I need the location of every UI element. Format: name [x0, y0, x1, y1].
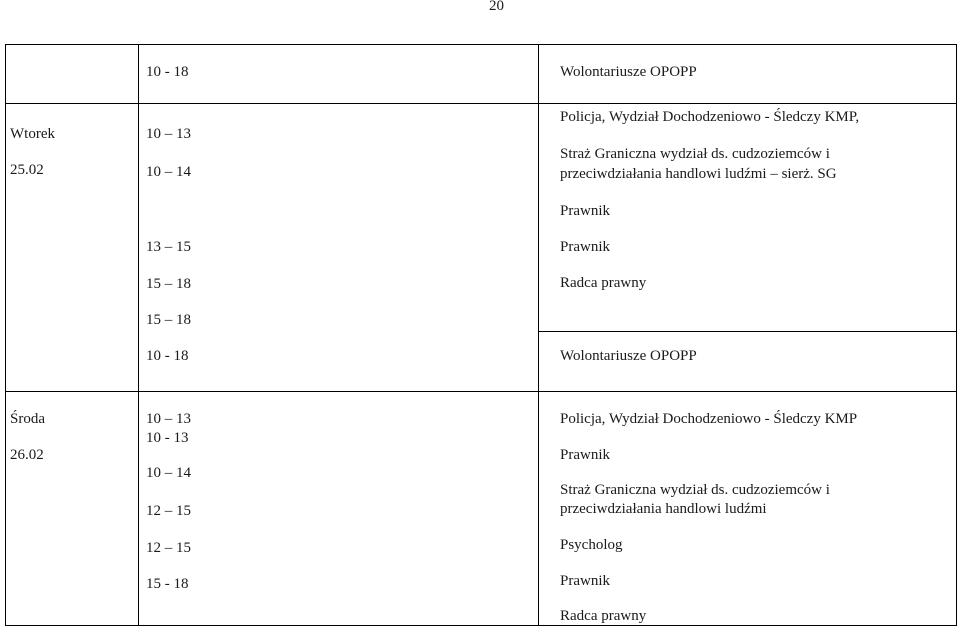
time-cell: 10 – 14 — [146, 164, 191, 180]
entry-cell: Radca prawny — [560, 275, 647, 291]
time-cell: 10 - 18 — [146, 64, 189, 80]
day-label: Wtorek — [10, 126, 55, 142]
entry-cell: Psycholog — [560, 537, 623, 553]
row-divider — [5, 391, 957, 392]
time-cell: 10 – 14 — [146, 465, 191, 481]
entry-cell: Wolontariusze OPOPP — [560, 348, 697, 364]
date-label: 25.02 — [10, 162, 44, 178]
time-cell: 15 – 18 — [146, 276, 191, 292]
date-label: 26.02 — [10, 447, 44, 463]
day-label: Środa — [10, 411, 45, 427]
time-cell: 10 - 13 — [146, 430, 189, 446]
time-cell: 15 - 18 — [146, 576, 189, 592]
time-cell: 15 – 18 — [146, 312, 191, 328]
time-cell: 13 – 15 — [146, 239, 191, 255]
table-border-top — [5, 44, 957, 45]
entry-cell: Straż Graniczna wydział ds. cudzoziemców i — [560, 146, 830, 162]
entry-cell: przeciwdziałania handlowi ludźmi – sierż. SG — [560, 166, 837, 182]
time-cell: 10 - 18 — [146, 348, 189, 364]
entry-cell: Prawnik — [560, 573, 610, 589]
column-divider — [538, 44, 539, 626]
time-cell: 12 – 15 — [146, 503, 191, 519]
entry-cell: przeciwdziałania handlowi ludźmi — [560, 501, 767, 517]
entry-cell: Wolontariusze OPOPP — [560, 64, 697, 80]
time-cell: 10 – 13 — [146, 126, 191, 142]
entry-cell: Prawnik — [560, 203, 610, 219]
page-number: 20 — [489, 0, 504, 14]
table-border-right — [956, 44, 957, 626]
schedule-table — [5, 44, 957, 626]
entry-cell: Prawnik — [560, 239, 610, 255]
row-divider — [5, 103, 957, 104]
time-cell: 10 – 13 — [146, 411, 191, 427]
entry-cell: Policja, Wydział Dochodzeniowo - Śledczy KMP, — [560, 109, 860, 125]
table-border-left — [5, 44, 6, 626]
entry-cell: Radca prawny — [560, 608, 647, 624]
table-border-bottom — [5, 625, 957, 626]
row-divider — [538, 331, 957, 332]
column-divider — [138, 44, 139, 626]
entry-cell: Straż Graniczna wydział ds. cudzoziemców i — [560, 482, 830, 498]
entry-cell: Policja, Wydział Dochodzeniowo - Śledczy KMP — [560, 411, 858, 427]
entry-cell: Prawnik — [560, 447, 610, 463]
time-cell: 12 – 15 — [146, 540, 191, 556]
